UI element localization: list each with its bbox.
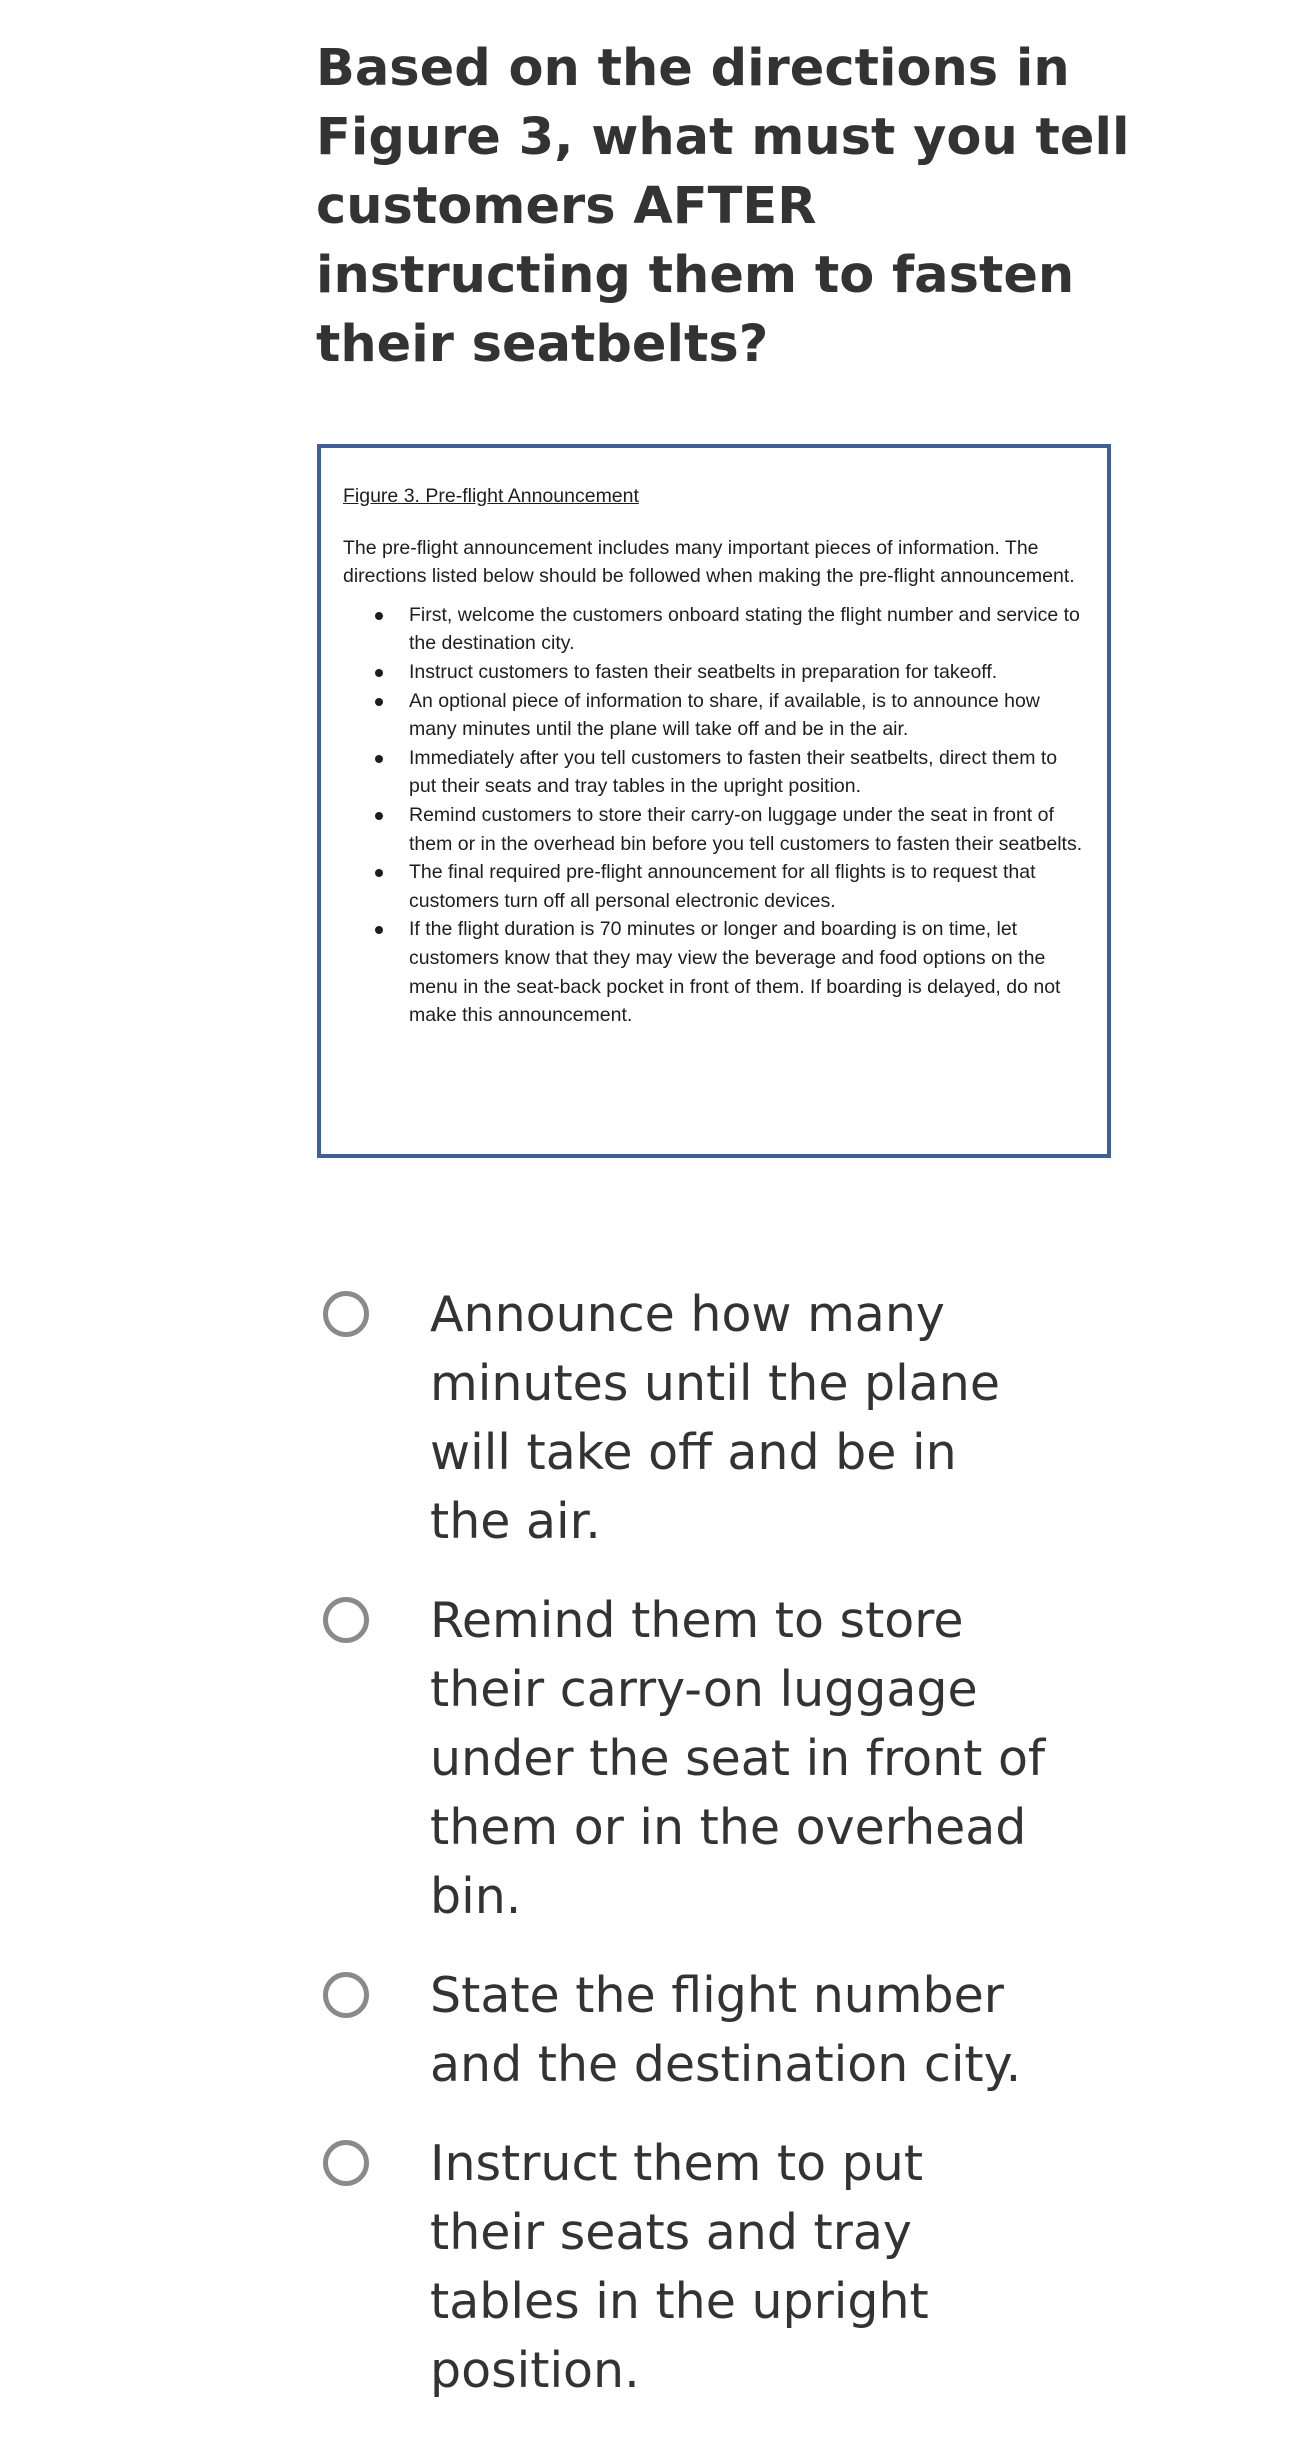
answer-option-label[interactable]: Instruct them to put their seats and tray tables in the upright position. bbox=[430, 2135, 929, 2399]
answer-option-label[interactable]: Announce how many minutes until the plane will take off and be in the air. bbox=[430, 1286, 1000, 1550]
figure-bullet: The final required pre-flight announcement for all flights is to request that customers turn off all personal electronic devices. bbox=[409, 858, 1085, 915]
answer-option-label[interactable]: Remind them to store their carry-on luggage under the seat in front of them or in the overhead bin. bbox=[430, 1592, 1046, 1925]
question-text: Based on the directions in Figure 3, what must you tell customers AFTER instructing them to fasten their seatbelts? bbox=[316, 39, 1130, 374]
answer-option-d[interactable] bbox=[316, 2129, 1136, 2405]
radio-button-d[interactable] bbox=[323, 2140, 369, 2186]
answer-options bbox=[316, 1280, 1136, 2435]
answer-option-a[interactable] bbox=[316, 1280, 1136, 1556]
figure-bullet: First, welcome the customers onboard stating the flight number and service to the destination city. bbox=[409, 601, 1085, 658]
figure-bullet: An optional piece of information to share, if available, is to announce how many minutes until the plane will take off and be in the air. bbox=[409, 687, 1085, 744]
figure-intro: The pre-flight announcement includes many important pieces of information. The directions listed below should be followed when making the pre-flight announcement. bbox=[343, 536, 1075, 588]
radio-button-c[interactable] bbox=[323, 1972, 369, 2018]
figure-bullet: Immediately after you tell customers to fasten their seatbelts, direct them to put their seats and tray tables in the upright position. bbox=[409, 744, 1085, 801]
figure-bullet: Instruct customers to fasten their seatbelts in preparation for takeoff. bbox=[409, 658, 1085, 687]
figure-bullet: Remind customers to store their carry-on luggage under the seat in front of them or in the overhead bin before you tell customers to fasten their seatbelts. bbox=[409, 801, 1085, 858]
figure-bullet-list bbox=[343, 601, 1085, 1030]
answer-option-b[interactable] bbox=[316, 1586, 1136, 1931]
answer-option-c[interactable] bbox=[316, 1961, 1136, 2099]
figure-bullet: If the flight duration is 70 minutes or longer and boarding is on time, let customers know that they may view the beverage and food options on the menu in the seat-back pocket in front of them. If boarding is delayed, do not make this announcement. bbox=[409, 915, 1085, 1029]
answer-option-label[interactable]: State the flight number and the destination city. bbox=[430, 1967, 1022, 2093]
radio-button-a[interactable] bbox=[323, 1291, 369, 1337]
figure-title: Figure 3. Pre-flight Announcement bbox=[343, 485, 639, 507]
figure-3-panel bbox=[317, 444, 1111, 1158]
radio-button-b[interactable] bbox=[323, 1597, 369, 1643]
